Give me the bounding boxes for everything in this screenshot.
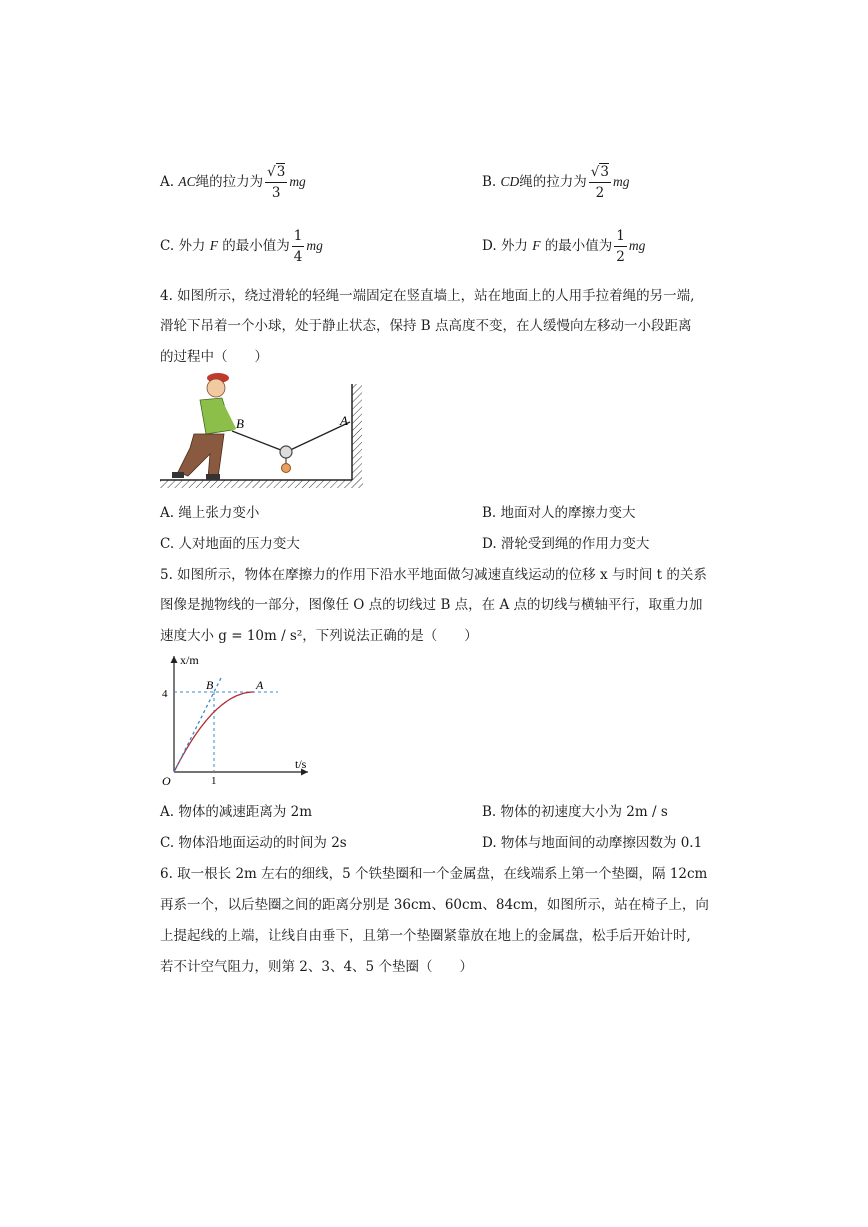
point-b-label: B [206,678,214,692]
q6-stem-line-2: 再系一个，以后垫圈之间的距离分别是 36cm、60cm、84cm，如图所示，站在椅子上，向 [160,897,709,913]
q4-figure [160,368,370,496]
wall-hatch [352,384,362,480]
pulley [280,446,292,458]
q3-option-a: A. AC绳的拉力为 $\frac{√3}{3}$ mg [160,164,306,201]
q5-xt-chart [158,650,318,790]
q4-option-c: C. 人对地面的压力变大 [160,536,300,552]
q6-stem-line-1: 6. 取一根长 2m 左右的细线，5 个铁垫圈和一个金属盘，在线端系上第一个垫圈，隔 12cm [160,866,708,882]
label-b: B [236,416,244,431]
q6-stem-line-4: 若不计空气阻力，则第 2、3、4、5 个垫圈（ ） [160,959,473,975]
q5-option-d: D. 物体与地面间的动摩擦因数为 0.1 [482,835,703,851]
origin-label: O [162,774,171,788]
label-a: A [340,413,348,428]
q5-stem-line-3: 速度大小 g = 10m / s²，下列说法正确的是（ ） [160,628,478,644]
q4-stem-line-3: 的过程中（ ） [160,349,268,365]
x-axis-label: t/s [295,757,307,771]
q3-option-d: D. 外力 F 的最小值为 $\frac{1}{2}$ mg [482,228,646,265]
point-a-label: A [256,678,264,692]
q3-option-b: B. CD绳的拉力为 $\frac{√3}{2}$ mg [482,164,630,201]
ball [282,464,291,473]
q4-option-a: A. 绳上张力变小 [160,505,260,521]
q5-stem-line-2: 图像是抛物线的一部分，图像任 O 点的切线过 B 点，在 A 点的切线与横轴平行，取重力加 [160,597,703,613]
q5-option-c: C. 物体沿地面运动的时间为 2s [160,835,347,851]
q5-option-b: B. 物体的初速度大小为 2m / s [482,804,668,820]
q4-stem-line-2: 滑轮下吊着一个小球，处于静止状态，保持 B 点高度不变，在人缓慢向左移动一小段距离 [160,318,692,334]
q5-option-a: A. 物体的减速距离为 2m [160,804,313,820]
y-axis-label: x/m [180,653,199,667]
x-tick-label: 1 [211,775,217,787]
q4-option-b: B. 地面对人的摩擦力变大 [482,505,636,521]
q6-stem-line-3: 上提起线的上端，让线自由垂下，且第一个垫圈紧靠放在地上的金属盘，松手后开始计时, [160,928,691,944]
q3-option-c: C. 外力 F 的最小值为 $\frac{1}{4}$ mg [160,228,323,265]
ground-hatch [160,480,363,488]
q5-stem-line-1: 5. 如图所示，物体在摩擦力的作用下沿水平地面做匀减速直线运动的位移 x 与时间 t 的关系 [160,567,707,583]
q4-stem-line-1: 4. 如图所示，绕过滑轮的轻绳一端固定在竖直墙上，站在地面上的人用手拉着绳的另一端, [160,288,695,304]
y-tick-label: 4 [162,688,168,700]
rope [232,422,350,452]
person-figure [172,373,234,480]
q4-option-d: D. 滑轮受到绳的作用力变大 [482,536,650,552]
